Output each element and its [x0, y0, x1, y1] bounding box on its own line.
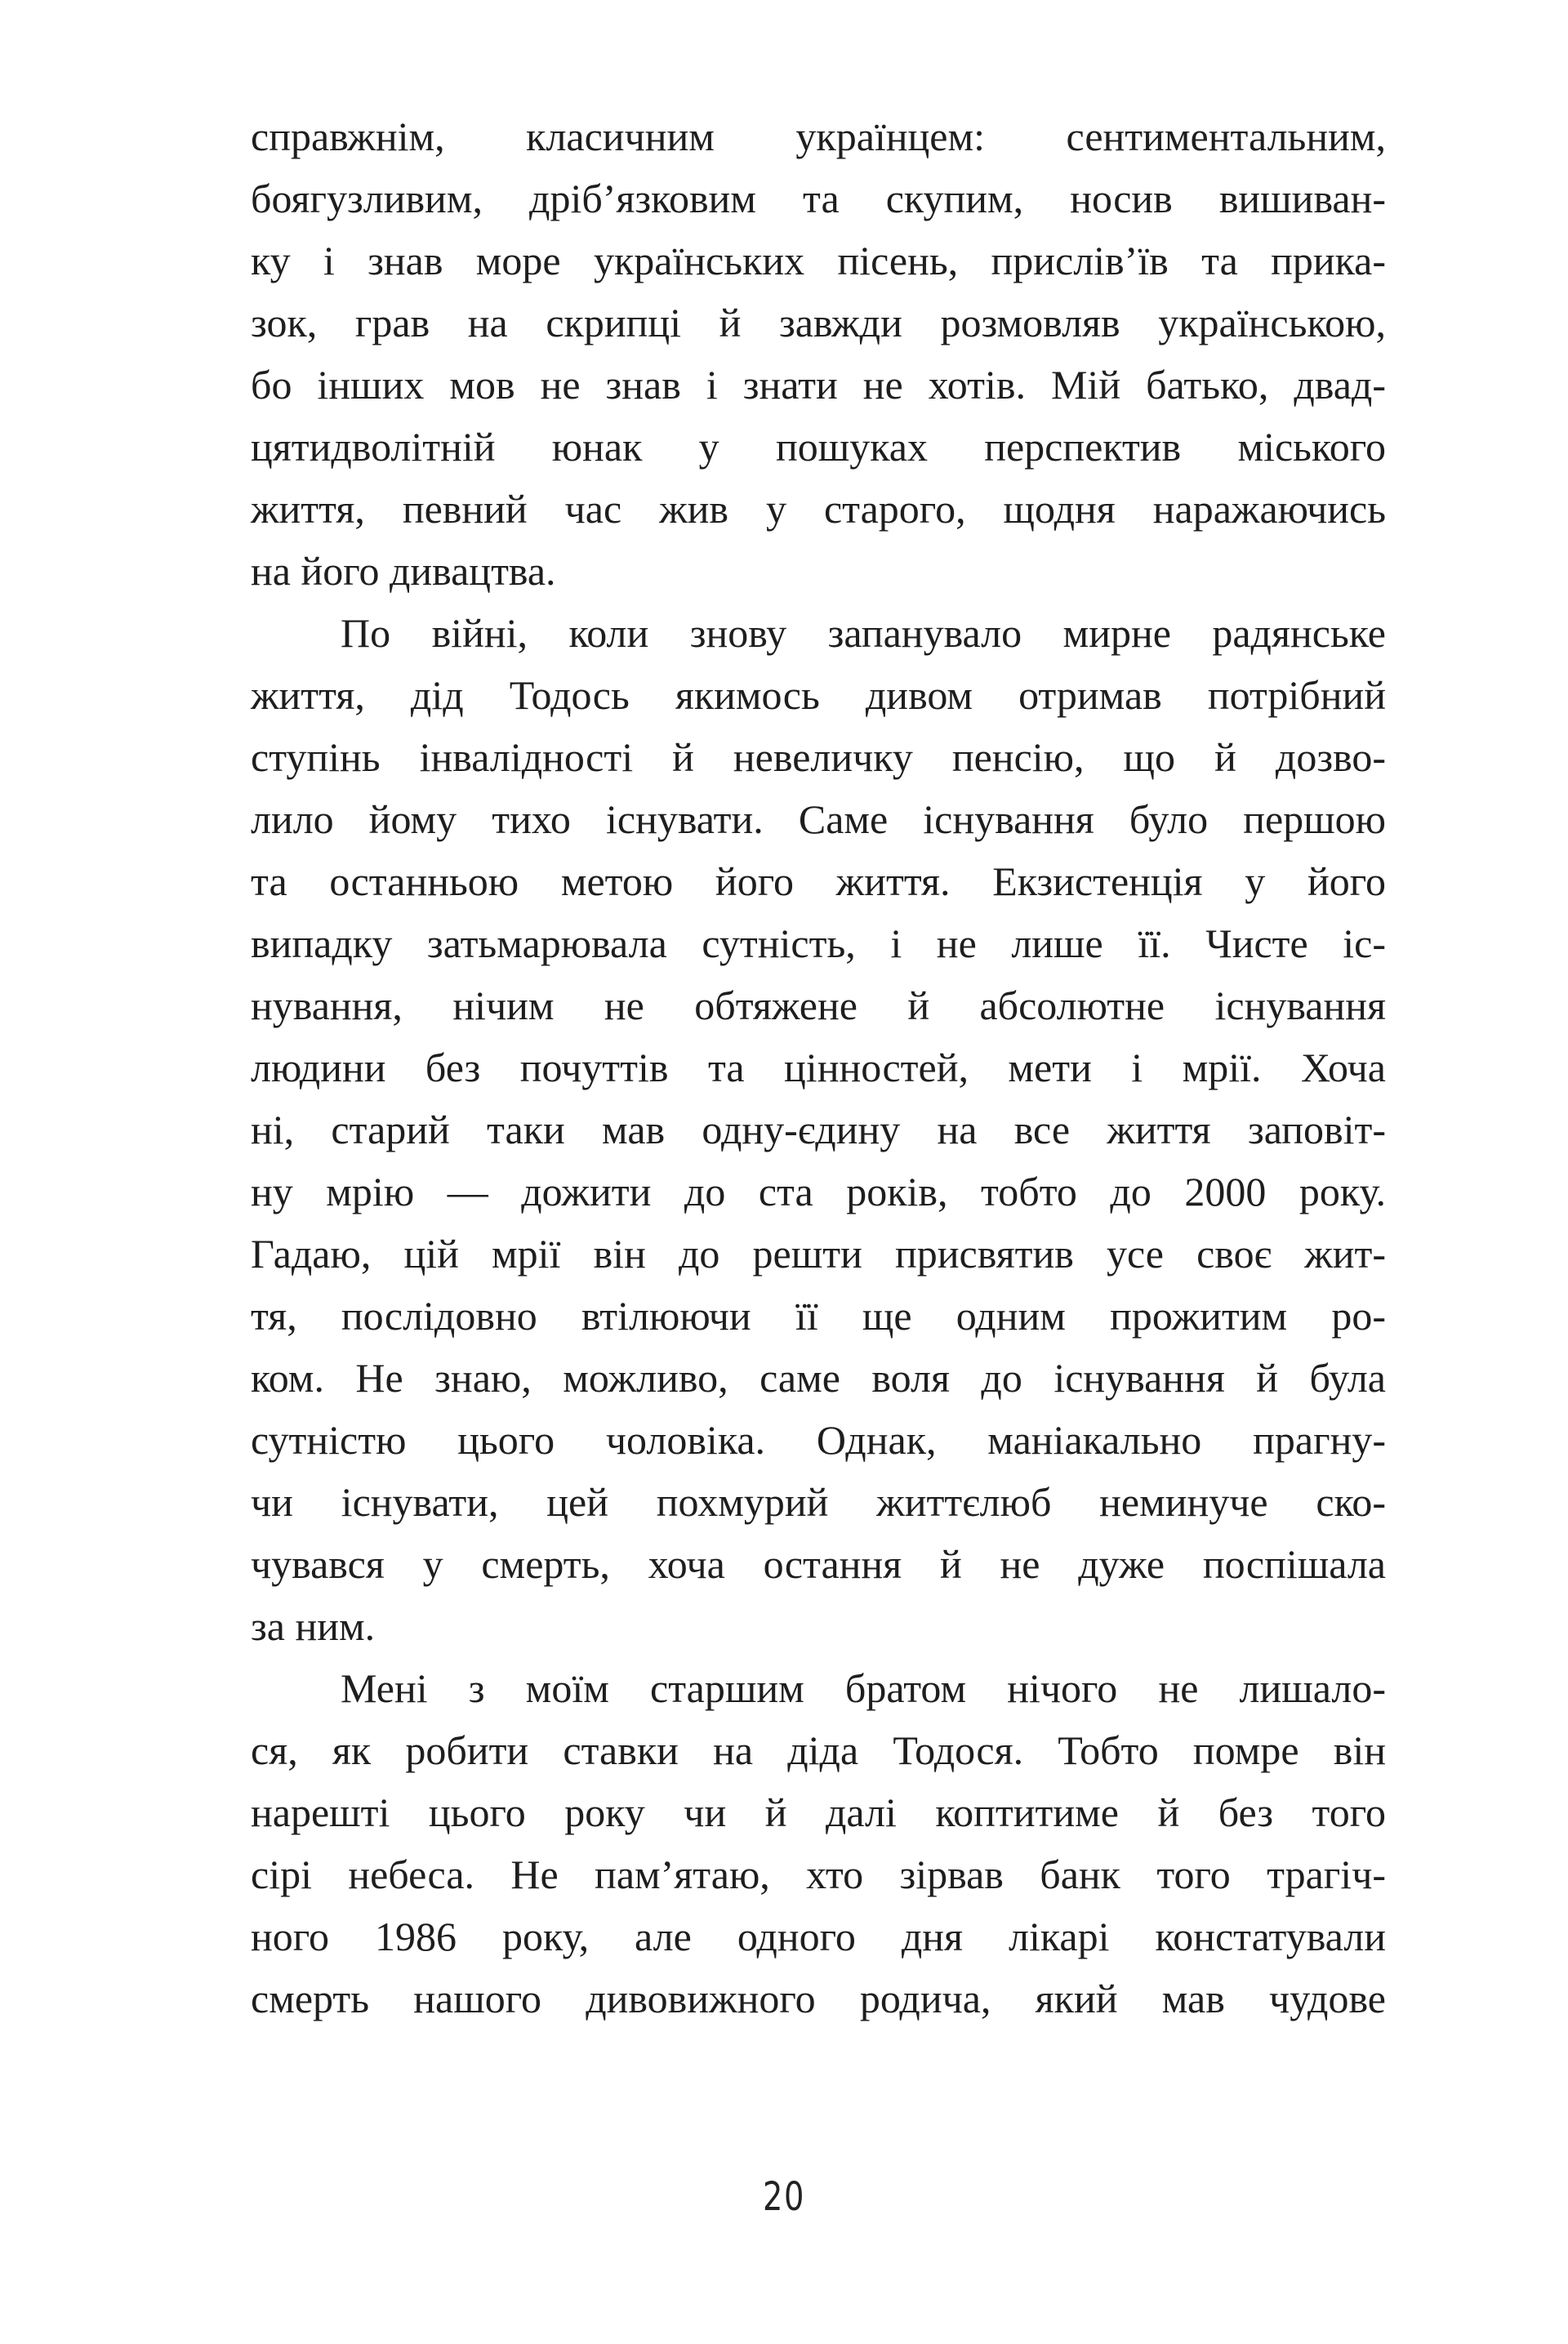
text-line-content: чи існувати, цей похмурий життєлюб неминуче ско- — [251, 1479, 1386, 1525]
text-line — [251, 1843, 1386, 1905]
text-line-content: за ним. — [251, 1603, 376, 1649]
text-line — [251, 416, 1386, 478]
text-line-content: Мені з моїм старшим братом нічого не лишало- — [341, 1665, 1386, 1711]
text-line — [251, 1719, 1386, 1781]
paragraph — [251, 1657, 1386, 2030]
text-line — [251, 912, 1386, 974]
text-line — [251, 478, 1386, 540]
text-line-content: ну мрію — дожити до ста років, тобто до 2000 року. — [251, 1169, 1386, 1214]
page-number: 20 — [762, 2174, 806, 2220]
text-line-content: людини без почуттів та цінностей, мети і мрії. Хоча — [251, 1045, 1386, 1090]
text-line-content: зок, грав на скрипці й завжди розмовляв українською, — [251, 300, 1386, 345]
text-line — [251, 1347, 1386, 1409]
text-line — [251, 105, 1386, 167]
text-line — [251, 1967, 1386, 2030]
text-line — [251, 664, 1386, 726]
text-line — [251, 292, 1386, 354]
text-line — [251, 1223, 1386, 1285]
text-line-content: ся, як робити ставки на діда Тодося. Тобто помре він — [251, 1727, 1386, 1773]
text-line-content: та останньою метою його життя. Екзистенція у його — [251, 858, 1386, 904]
text-line — [251, 1905, 1386, 1967]
paragraph — [251, 105, 1386, 602]
text-line — [251, 1285, 1386, 1347]
text-line — [251, 1036, 1386, 1098]
text-line — [251, 167, 1386, 229]
text-line-content: сутністю цього чоловіка. Однак, маніакально прагну- — [251, 1417, 1386, 1463]
text-line-content: на його дивацтва. — [251, 548, 556, 594]
text-line-content: ступінь інвалідності й невеличку пенсію, що й дозво- — [251, 734, 1386, 780]
text-line-content: цятидволітній юнак у пошуках перспектив міського — [251, 424, 1386, 470]
text-line-content: бо інших мов не знав і знати не хотів. Мій батько, двад- — [251, 362, 1386, 408]
text-line — [251, 1409, 1386, 1471]
text-line — [251, 850, 1386, 912]
text-line-content: лило йому тихо існувати. Саме існування було першою — [251, 796, 1386, 842]
text-line — [251, 1657, 1386, 1719]
text-line — [251, 1098, 1386, 1161]
text-line-content: ком. Не знаю, можливо, саме воля до існування й була — [251, 1355, 1386, 1401]
text-line — [251, 1595, 1386, 1657]
text-line-content: тя, послідовно втілюючи її ще одним прожитим ро- — [251, 1293, 1386, 1339]
text-line — [251, 540, 1386, 602]
text-line — [251, 354, 1386, 416]
text-line-content: нарешті цього року чи й далі коптитиме й без того — [251, 1789, 1386, 1835]
text-line — [251, 229, 1386, 292]
text-line — [251, 1161, 1386, 1223]
page-body — [251, 105, 1386, 2030]
text-line-content: нування, нічим не обтяжене й абсолютне існування — [251, 983, 1386, 1028]
text-line-content: Гадаю, цій мрії він до решти присвятив усе своє жит- — [251, 1231, 1386, 1277]
text-line — [251, 1781, 1386, 1843]
text-line — [251, 1533, 1386, 1595]
text-line-content: сірі небеса. Не пам’ятаю, хто зірвав банк того трагіч- — [251, 1852, 1386, 1897]
text-line-content: життя, дід Тодось якимось дивом отримав потрібний — [251, 672, 1386, 718]
text-line-content: справжнім, класичним українцем: сентиментальним, — [251, 114, 1386, 159]
text-line-content: ку і знав море українських пісень, прислів’їв та прика- — [251, 238, 1386, 283]
text-line-content: випадку затьмарювала сутність, і не лише її. Чисте іс- — [251, 920, 1386, 966]
text-line-content: смерть нашого дивовижного родича, який мав чудове — [251, 1976, 1386, 2021]
text-line-content: життя, певний час жив у старого, щодня наражаючись — [251, 486, 1386, 532]
text-line — [251, 788, 1386, 850]
text-line-content: ного 1986 року, але одного дня лікарі констатували — [251, 1914, 1386, 1959]
text-line — [251, 602, 1386, 664]
text-line — [251, 1471, 1386, 1533]
text-line-content: По війні, коли знову запанувало мирне радянське — [341, 610, 1386, 656]
text-line-content: чувався у смерть, хоча остання й не дуже поспішала — [251, 1541, 1386, 1587]
text-line — [251, 974, 1386, 1036]
text-line — [251, 726, 1386, 788]
text-line-content: ні, старий таки мав одну-єдину на все життя заповіт- — [251, 1107, 1386, 1152]
text-line-content: боягузливим, дріб’язковим та скупим, носив вишиван- — [251, 176, 1386, 221]
paragraph — [251, 602, 1386, 1657]
